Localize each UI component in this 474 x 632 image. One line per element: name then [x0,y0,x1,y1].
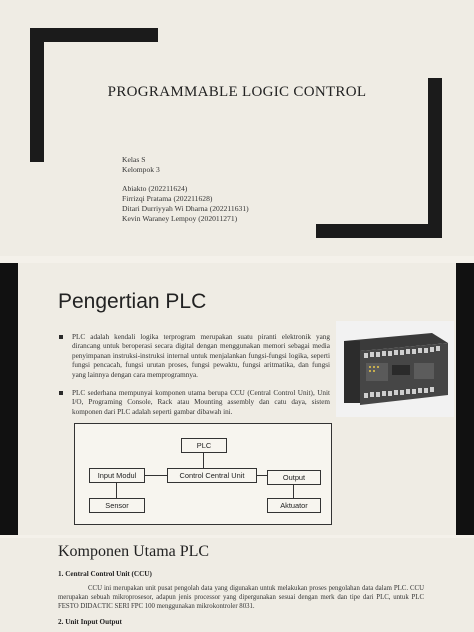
group-label: Kelompok 3 [122,165,160,174]
ccu-box: Control Central Unit [167,468,257,483]
member-4: Kevin Waraney Lempoy (202011271) [122,214,238,223]
connector-ccu-output [257,475,267,476]
bullet-icon [59,391,63,395]
frame-bottom-right-horizontal [316,224,442,238]
bullet-text: PLC adalah kendali logika terprogram merupakan suatu piranti elektronik yang dirancang untuk beroperasi secara digital dengan menggunakan memori sebagai media penyimpanan instruksi-instruksi internal untuk menjalankan fungsi-fungsi logika, seperti fungsi pencacah, fungsi urutan proses, fungsi pewaktu, fungsi aritmatika, dan fungsi yang lainnya dengan cara memprogramnya. [72,333,330,379]
plc-box: PLC [181,438,227,453]
definition-bullets [58,333,330,426]
left-accent-bar [0,263,18,535]
bullet-text: PLC sederhana mempunyai komponen utama berupa CCU (Central Control Unit), Unit I/O, Programing Console, Rack atau Mounting assembly dan catu daya, sistem komponen dari PLC adalah seperti gambar dibawah ini. [72,389,330,416]
title-slide [0,0,474,256]
bullet-icon [59,335,63,339]
connector-output-aktuator [293,485,294,498]
frame-bottom-right-vertical [428,78,442,238]
connector-plc-ccu [203,453,204,468]
slide-title: PROGRAMMABLE LOGIC CONTROL [107,84,367,100]
plc-block-diagram [74,423,332,525]
connector-input-ccu [145,475,167,476]
plc-device-image [336,321,454,417]
member-3: Ditari Durriyyah Wi Dharna (202211631) [122,204,249,213]
member-1: Abiakto (202211624) [122,184,188,193]
sensor-box: Sensor [89,498,145,513]
component-paragraph-1: CCU ini merupakan unit pusat pengolah data yang digunakan untuk melakukan proses pengolahan data dalam PLC. CCU merupakan sebuah mikroprosesor, adapun jenis processor yang dipergunakan sesuai dengan merk dan tipe dari PLC, untuk PLC FESTO DIDACTIC SERI FPC 100 menggunakan mikrokontroler 8031. [58,585,424,610]
frame-top-left-horizontal [30,28,158,42]
aktuator-box: Aktuator [267,498,321,513]
input-module-box: Input Modul [89,468,145,483]
component-item-2: 2. Unit Input Output [58,618,122,626]
right-accent-bar [456,263,474,535]
definition-heading: Pengertian PLC [58,290,207,313]
bullet-item [58,389,330,417]
member-2: Firrizqi Pratama (202211628) [122,194,213,203]
output-box: Output [267,470,321,485]
class-label: Kelas S [122,155,146,164]
component-item-1: 1. Central Control Unit (CCU) [58,570,152,578]
components-heading: Komponen Utama PLC [58,543,210,560]
connector-sensor-input [116,483,117,498]
bullet-item [58,333,330,380]
